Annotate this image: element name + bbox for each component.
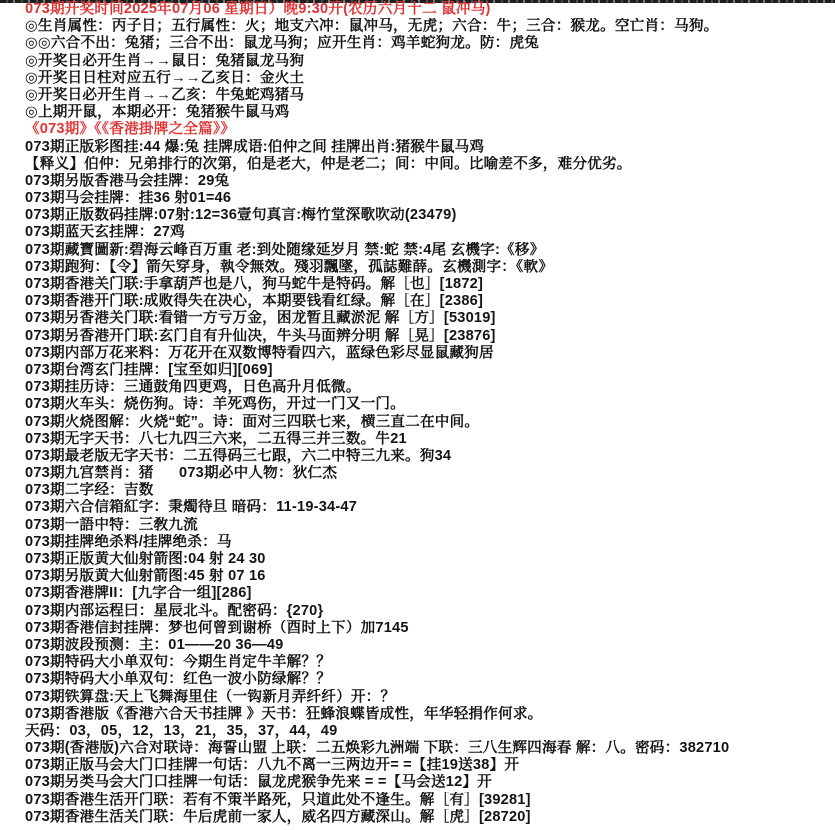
text-line: 073期内部万花来料：万花开在双数博特看四六，蓝绿色彩尽显鼠藏狗居: [25, 344, 494, 361]
text-line: 073期六合信箱紅字：秉燭待旦 暗码：11-19-34-47: [25, 499, 358, 516]
text-line: 073期香港版《香港六合天书挂牌 》天书：狂蜂浪蝶皆成性，年华轻捐作何求。: [25, 705, 543, 722]
text-line: 073期香港生活开门联：若有不策半路死，只道此处不逢生。解［有］[39281]: [25, 791, 531, 808]
text-line: 073期特码大小单双句：红色一波小防绿解？？: [25, 671, 332, 688]
text-line: 天码：03，05，12，13，21，35，37，44，49: [25, 722, 338, 739]
text-line: 073期台湾玄门挂牌：[宝至如归][069]: [25, 361, 273, 378]
text-line: ◎上期开鼠，本期必开：兔猪猴牛鼠马鸡: [25, 104, 290, 121]
text-line: 073期马会挂牌：挂36 射01=46: [25, 190, 232, 207]
text-line: 073期另香港开门联:玄门自有升仙决，牛头马面辨分明 解［晃］[23876]: [25, 327, 496, 344]
text-line: 073期火车头：烧伤狗。诗：羊死鸡伤，开过一门又一门。: [25, 396, 406, 413]
text-line: 073期内部运程曰：星辰北斗。配密码：{270}: [25, 602, 324, 619]
text-line: ◎生肖属性：丙子日；五行属性：火；地支六冲：鼠冲马，无虎；六合：牛；三合：猴龙。空亡肖：马狗。: [25, 18, 719, 35]
text-line: 073期香港信封挂牌：梦也何曾到谢桥（酉时上下）加7145: [25, 619, 409, 636]
text-line: 073期火烧图解：火烧“蛇”。诗：面对三四联七来，横三直二在中间。: [25, 413, 480, 430]
text-line: 073期香港牌II：[九字合一组][286]: [25, 585, 252, 602]
text-line: 073期无字天书：八七九四三六来，二五得三并三数。牛21: [25, 430, 407, 447]
text-line: 073期铁算盘:天上飞舞海里住（一钩新月弄纤纤）开：？: [25, 688, 396, 705]
text-line: 073期九宫禁肖：猪 073期必中人物：狄仁杰: [25, 465, 338, 482]
text-line: 073期跑狗：【令】箭矢穿身，執令無效。殘羽飄墜，孤誌難薛。玄機測字：《軟》: [25, 258, 554, 275]
text-line: 073期另版黄大仙射箭图:45 射 07 16: [25, 568, 266, 585]
text-line: 073期藏寶圖新:碧海云峰百万重 老:到处随缘延岁月 禁:蛇 禁:4尾 玄機字:《移》: [25, 241, 545, 258]
text-line: 073期挂历诗：三通鼓角四更鸡，日色高升月低微。: [25, 379, 361, 396]
text-line: 073期一語中特：三敎九流: [25, 516, 198, 533]
text-line: 073期正版黄大仙射箭图:04 射 24 30: [25, 551, 266, 567]
highlight-text-line: 073期开奖时间2025年07月06 星期日）晚9:30开(农历六月十二 鼠冲马): [25, 1, 491, 17]
text-line: 073期香港生活关门联：牛后虎前一家人，威名四方藏深山。解［虎］[28720]: [25, 808, 531, 825]
text-line: 073期另版香港马会挂牌：29兔: [25, 172, 230, 189]
text-line: 073期(香港版)六合对联诗：海誓山盟 上联：二五焕彩九洲端 下联：三八生辉四海春 解：八。密码：382710: [25, 740, 730, 757]
text-line: 073期正版马会大门口挂牌一句话：八九不离一三两边开= =【挂19送38】开: [25, 757, 520, 774]
text-line: 073期正版数码挂牌:07射:12=36壹句真言:梅竹堂深歌吹动(23479): [25, 207, 457, 224]
text-line: 073期特码大小单双句：今期生肖定牛羊解？？: [25, 654, 332, 671]
text-line: 073期另类马会大门口挂牌一句话：鼠龙虎猴争先来 = =【马会送12】开: [25, 774, 492, 791]
lottery-tips-sheet: [0, 1, 835, 826]
text-line: ◎开奖日必开生肖→→鼠日：兔猪鼠龙马狗: [25, 52, 305, 69]
highlight-text-line: 《073期》《《香港掛牌之全篇》》: [25, 121, 236, 138]
text-line: 073期挂牌绝杀料/挂牌绝杀：马: [25, 533, 232, 550]
text-line: 073期香港开门联:成败得失在决心，本期要钱看红绿。解［在］[2386]: [25, 293, 484, 310]
text-line: 073期另香港关门联:看错一方亏万金，困龙暂且藏淤泥 解［方］[53019]: [25, 310, 496, 327]
text-line: ◎开奖日必开生肖→→乙亥：牛兔蛇鸡猪马: [25, 86, 305, 103]
text-line: 073期蓝天玄挂牌：27鸡: [25, 224, 185, 241]
text-line: 073期香港关门联:手拿葫芦也是八，狗马蛇牛是特码。解［也］[1872]: [25, 276, 484, 292]
text-line: 073期二字经：吉数: [25, 482, 154, 499]
text-line: ◎◎六合不出：兔猪；三合不出：鼠龙马狗；应开生肖：鸡羊蛇狗龙。防：虎兔: [25, 35, 540, 52]
text-line: ◎开奖日日柱对应五行→→乙亥日：金火土: [25, 69, 305, 86]
text-line: 073期正版彩图挂:44 爆:兔 挂牌成语:伯仲之间 挂牌出肖:猪猴牛鼠马鸡: [25, 138, 485, 155]
text-line: 【释义】伯仲：兄弟排行的次第，伯是老大，仲是老二；间：中间。比喻差不多，难分优劣。: [25, 155, 632, 172]
text-line: 073期最老版无字天书：二五得码三七跟，六二中特三九来。狗34: [25, 447, 452, 464]
text-line: 073期波段预测：主：01——20 36—49: [25, 636, 284, 653]
